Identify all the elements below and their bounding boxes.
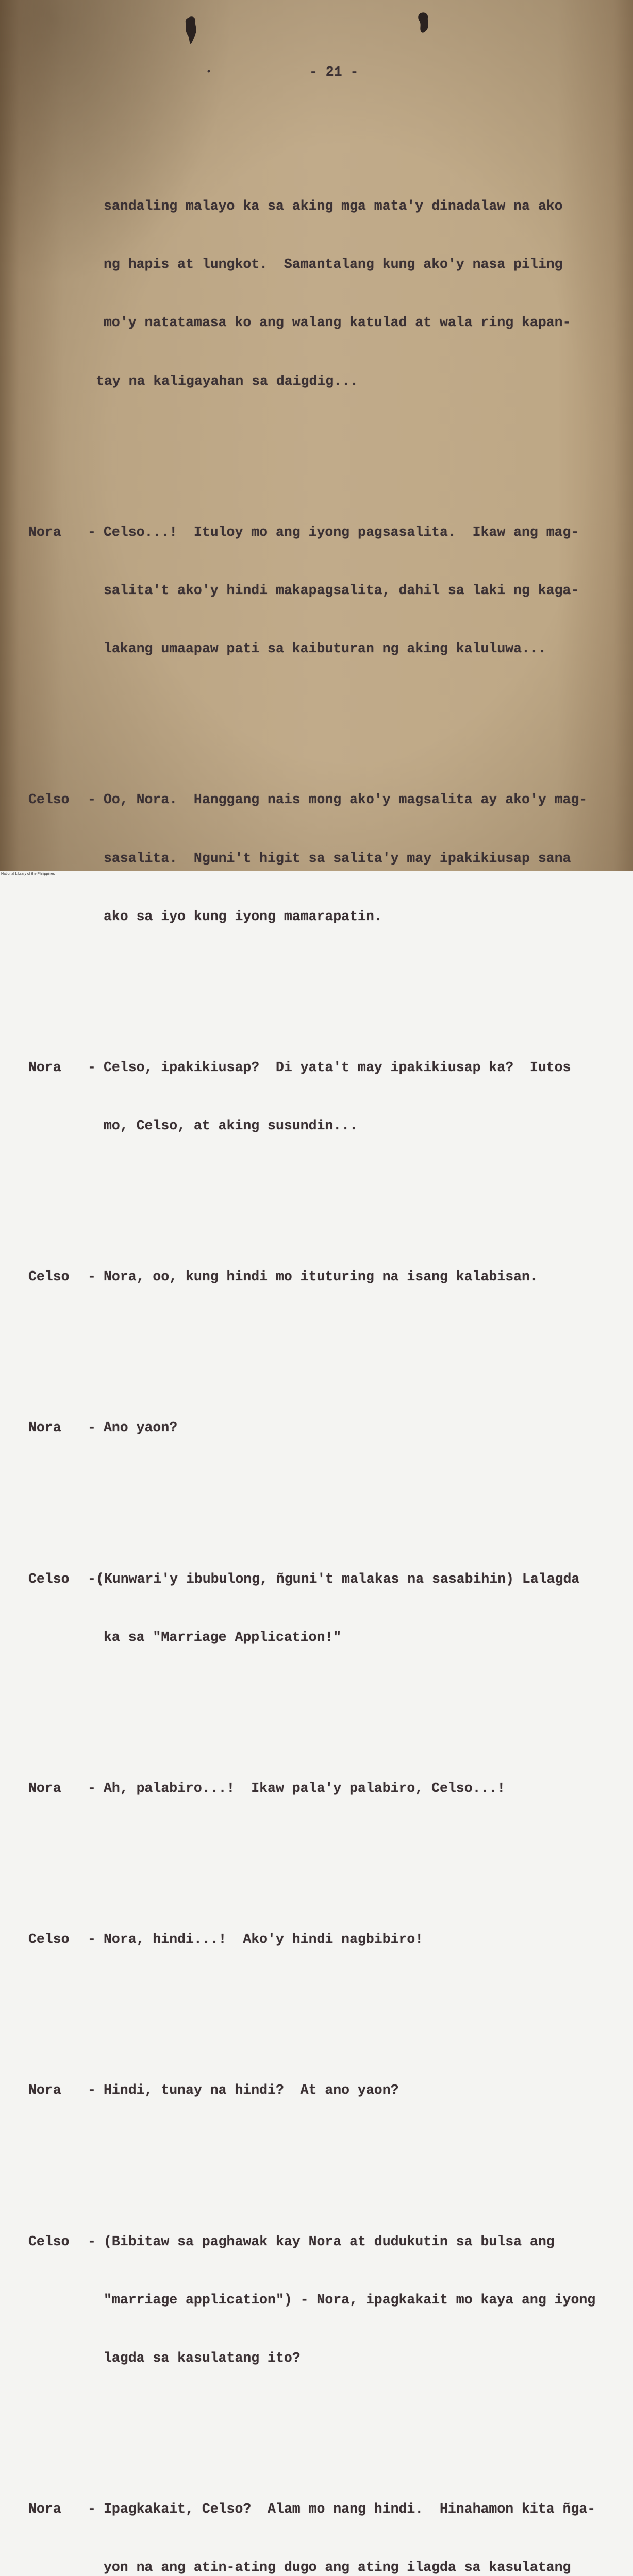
dialogue-line (0, 1926, 633, 1953)
speech-dash: - (88, 1781, 96, 1796)
dialogue-line (0, 193, 633, 220)
speech-block (0, 1895, 633, 1984)
speech-dash: - (88, 1420, 96, 1436)
speech-block (0, 1744, 633, 1833)
dialogue-line (0, 2077, 633, 2104)
line-text: ako sa iyo kung iyong mamarapatin. (104, 908, 382, 924)
line-text: Ano yaon? (104, 1420, 178, 1436)
dialogue-line (0, 2286, 633, 2314)
dialogue-line (0, 786, 633, 814)
dialogue-line (0, 2496, 633, 2523)
dialogue-line (0, 519, 633, 546)
punch-hole-right (418, 12, 428, 32)
dialogue-line (0, 1775, 633, 1802)
line-text: Nora, oo, kung hindi mo ituturing na isang kalabisan. (104, 1269, 538, 1285)
line-text: salita't ako'y hindi makapagsalita, dahil sa laki ng kaga- (104, 582, 579, 598)
punch-hole-left (186, 16, 196, 44)
speech-dash: - (88, 2233, 96, 2249)
line-text: Oo, Nora. Hanggang nais mong ako'y magsalita ay ako'y mag- (104, 792, 588, 808)
speech-block (0, 2046, 633, 2135)
line-text: yon na ang atin-ating dugo ang ating ilagda sa kasulatang (104, 2560, 571, 2575)
speaker-name: Celso (28, 1269, 70, 1285)
page-number: - 21 - (309, 64, 359, 80)
dialogue-line (0, 1566, 633, 1593)
ink-dot (208, 70, 210, 73)
line-text: Ah, palabiro...! Ikaw pala'y palabiro, Celso...! (104, 1781, 506, 1796)
speaker-name: Nora (28, 2082, 61, 2098)
speech-dash: - (88, 792, 96, 808)
dialogue-line (0, 1624, 633, 1651)
speech-block (0, 1535, 633, 1682)
line-text: lagda sa kasulatang ito? (104, 2350, 301, 2366)
dialogue-line (0, 903, 633, 930)
dialogue-line (0, 368, 633, 395)
speech-dash: - (88, 2082, 96, 2098)
line-text: Celso, ipakikiusap? Di yata't may ipakikiusap ka? Iutos (104, 1059, 571, 1075)
speech-dash: - (88, 1571, 96, 1587)
speaker-name: Nora (28, 1059, 61, 1075)
line-text: "marriage application") - Nora, ipagkakait mo kaya ang iyong (104, 2292, 596, 2308)
speech-block (0, 488, 633, 694)
speech-block (0, 1023, 633, 1171)
line-text: (Bibitaw sa paghawak kay Nora at dudukutin sa bulsa ang (104, 2233, 555, 2249)
speech-block (0, 1232, 633, 1321)
line-text: sasalita. Nguni't higit sa salita'y may ipakikiusap sana (104, 850, 571, 866)
dialogue-line (0, 1054, 633, 1081)
line-text: sandaling malayo ka sa aking mga mata'y dinadalaw na ako (104, 198, 563, 214)
line-text: mo'y natatamasa ko ang walang katulad at wala ring kapan- (104, 315, 571, 331)
speaker-name: Nora (28, 1420, 61, 1436)
speech-block (0, 2465, 633, 2576)
speaker-name: Celso (28, 1571, 70, 1587)
speech-dash: - (88, 524, 96, 540)
dialogue-line (0, 1414, 633, 1442)
speech-dash: - (88, 1931, 96, 1947)
line-text: ng hapis at lungkot. Samantalang kung ako'y nasa piling (104, 257, 563, 273)
speaker-name: Celso (28, 792, 70, 808)
footer-credit: National Library of the Philippines (0, 871, 633, 877)
line-text: ka sa "Marriage Application!" (104, 1629, 342, 1645)
line-text: Nora, hindi...! Ako'y hindi nagbibiro! (104, 1931, 424, 1947)
dialogue-line (0, 845, 633, 872)
speaker-name: Celso (28, 2233, 70, 2249)
script-body (0, 100, 633, 2576)
speech-block (0, 1383, 633, 1472)
speech-dash: - (88, 1059, 96, 1075)
speaker-name: Celso (28, 1931, 70, 1947)
line-text: tay na kaligayahan sa daigdig... (96, 373, 358, 389)
speech-block (0, 162, 633, 426)
dialogue-line (0, 577, 633, 604)
dialogue-line (0, 635, 633, 663)
speaker-name: Nora (28, 2501, 61, 2517)
line-text: lakang umaapaw pati sa kaibuturan ng aking kaluluwa... (104, 641, 546, 657)
line-text: Hindi, tunay na hindi? At ano yaon? (104, 2082, 399, 2098)
dialogue-line (0, 1112, 633, 1140)
speech-dash: - (88, 1269, 96, 1285)
dialogue-line (0, 1263, 633, 1291)
speaker-name: Nora (28, 1781, 61, 1796)
line-text: Celso...! Ituloy mo ang iyong pagsasalita. Ikaw ang mag- (104, 524, 579, 540)
speech-block (0, 755, 633, 961)
line-text: Ipagkakait, Celso? Alam mo nang hindi. Hinahamon kita ñga- (104, 2501, 596, 2517)
speaker-name: Nora (28, 524, 61, 540)
speech-block (0, 2197, 633, 2403)
speech-dash: - (88, 2501, 96, 2517)
dialogue-line (0, 2228, 633, 2256)
dialogue-line (0, 309, 633, 336)
line-text: (Kunwari'y ibubulong, ñguni't malakas na sasabihin) Lalagda (96, 1571, 580, 1587)
dialogue-line (0, 251, 633, 278)
dialogue-line (0, 2554, 633, 2576)
dialogue-line (0, 2345, 633, 2372)
line-text: mo, Celso, at aking susundin... (104, 1118, 358, 1134)
